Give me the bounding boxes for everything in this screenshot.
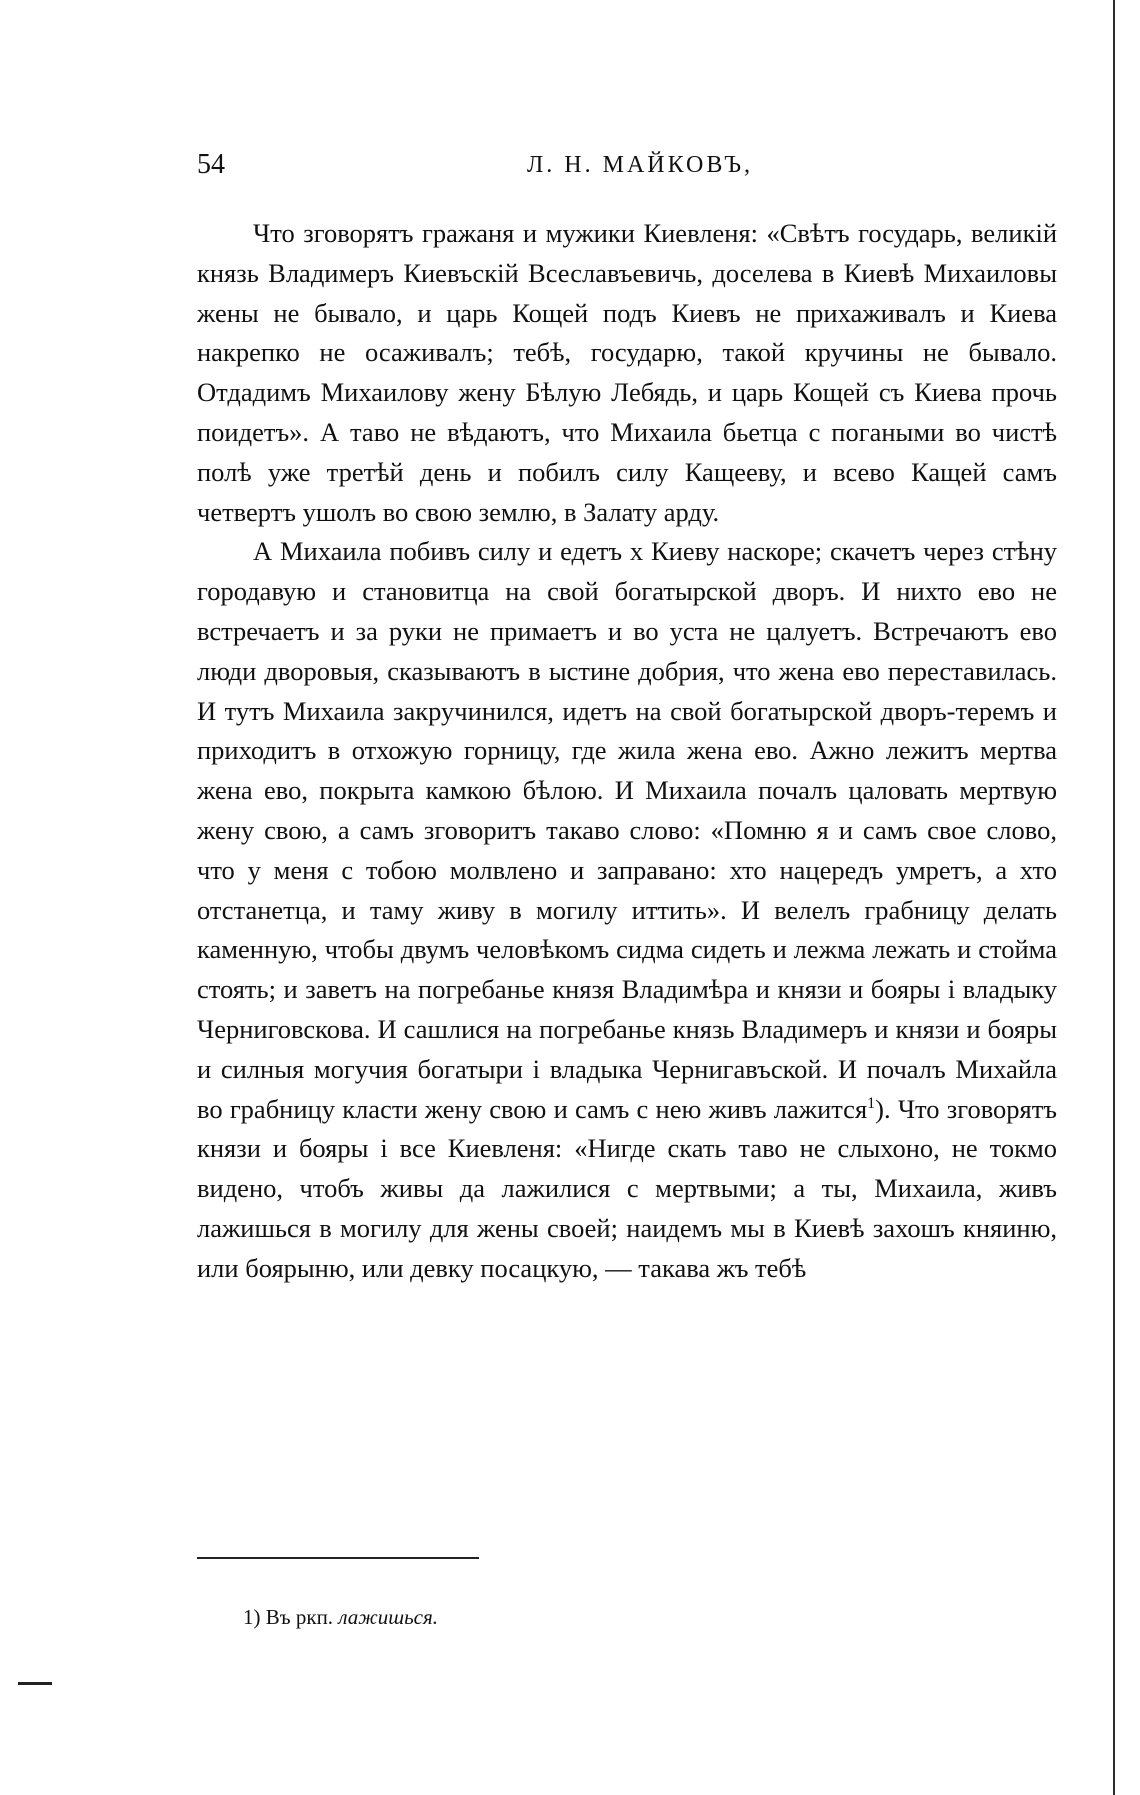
footnote <box>243 1602 438 1632</box>
paragraph-1: Что зговорятъ гражаня и мужики Киевленя: «Свѣтъ государь, великій князь Владимеръ Киевъскій Всеславъевичь, доселева в Киевѣ Михаиловы жены не бывало, и царь Кощей подъ Киевъ не прихаживалъ и Киева накрепко не осаживалъ; тебѣ, государю, такой кручины не бывало. Отдадимъ Михаилову жену Бѣлую Лебядь, и царь Кощей съ Киева прочь поидетъ». А таво не вѣдаютъ, что Михаила бьетца с погаными во чистѣ полѣ уже третѣй день и побилъ силу Кащееву, и всево Кащей самъ четвертъ ушолъ во свою землю, в Залату арду. <box>197 218 1057 527</box>
paragraph-2 <box>197 532 1057 1288</box>
page-header <box>197 145 1057 185</box>
margin-mark <box>18 1682 52 1685</box>
footnote-italic-word: лажишься. <box>338 1605 439 1629</box>
body-text <box>197 214 1057 1289</box>
paragraph-2-text: А Михаила побивъ силу и едетъ х Киеву наскоре; скачетъ через стѣну городавую и становитца на свой богатырской дворъ. И нихто ево не встречаетъ и за руки не примаетъ и во уста не цалуетъ. Встречаютъ ево люди дворовыя, сказываютъ в ыстине добрия, что жена ево переставилась. И тутъ Михаила закручинился, идетъ на свой богатырской дворъ-теремъ и приходитъ в отхожую горницу, где жила жена ево. Ажно лежитъ мертва жена ево, покрыта камкою бѣлою. И Михаила почалъ цаловать мертвую жену свою, а самъ зговоритъ такаво слово: «Помню я и самъ свое слово, что у меня с тобою молвлено и заправано: хто нацередъ умретъ, а хто отстанетца, и таму живу в могилу иттить». И велелъ грабницу делать каменную, чтобы двумъ человѣкомъ сидма сидеть и лежма лежать и стойма стоять; и заветъ на погребанье князя Владимѣра и князи и бояры і владыку Черниговскова. И сашлися на погребанье князь Владимеръ и князи и бояры и силныя могучия богатыри і владыка Чернигавъской. И почалъ Михайла во грабницу класти жену свою и самъ с нею живъ лажится <box>197 536 1057 1124</box>
footnote-separator <box>197 1557 479 1559</box>
footnote-reference: 1 <box>867 1094 876 1112</box>
paragraph-2-continuation: ). Что зговорятъ князи и бояры і все Киевленя: «Нигде скать таво не слыхоно, не токмо видено, чтобъ живы да лажилися с мертвыми; а ты, Михаила, живъ лажишься в могилу для жены своей; наидемъ мы в Киевѣ захошъ княиню, или боярыню, или девку посацкую, — такава жъ тебѣ <box>197 1093 1057 1283</box>
footnote-marker: 1) <box>243 1605 261 1629</box>
page-number: 54 <box>197 149 225 180</box>
footnote-prefix: Въ ркп. <box>265 1605 334 1629</box>
page-edge-rule <box>1113 0 1115 1795</box>
running-head: Л. Н. МАЙКОВЪ, <box>527 152 754 178</box>
